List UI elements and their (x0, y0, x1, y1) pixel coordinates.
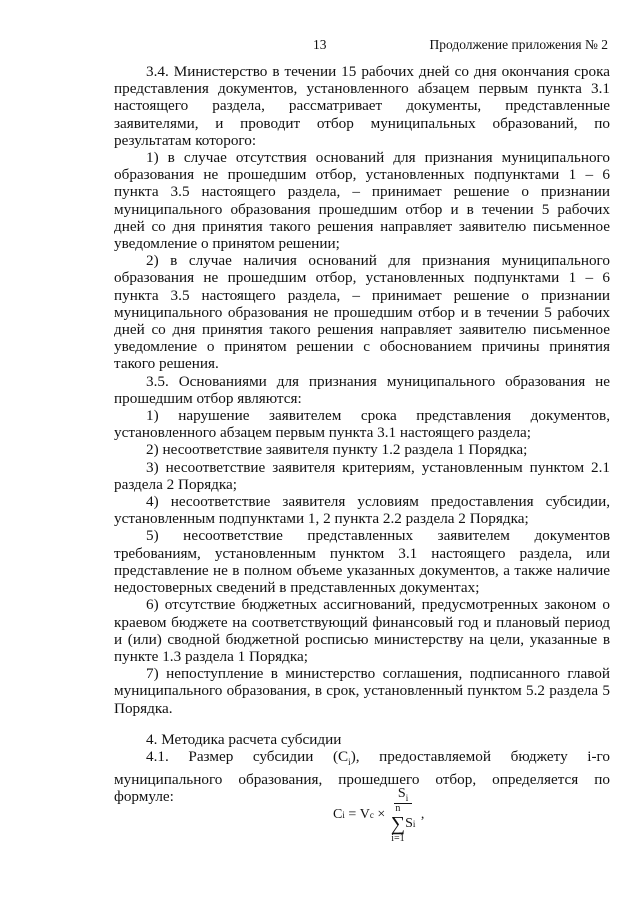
denominator-sub: i (412, 818, 416, 829)
denominator-s: S (405, 815, 413, 831)
document-body (114, 63, 610, 806)
formula-v: V (359, 806, 370, 822)
page-number: 13 (313, 37, 327, 52)
subsidy-formula (333, 786, 424, 844)
sum-lower-limit: i=1 (391, 832, 405, 844)
sum-operator (391, 804, 405, 844)
paragraph: 2) в случае наличия оснований для признания муниципального образования не прошедшим отбор, установленных подпунктами 1 – 6 пункта 3.5 настоящего раздела, – принимает решение о признании муниципального образования не прошедшим отбор и в течении 5 рабочих дней со дня принятия такого решения направляет заявителю письменное уведомление о принятом решении с обоснованием причины принятия такого решения. (114, 252, 610, 373)
paragraph: 5) несоответствие представленных заявителем документов требованиям, установленным пунктом 3.1 настоящего раздела, или представление не в полном объеме указанных документов, а также наличие недостоверных сведений в представленных документах; (114, 527, 610, 597)
paragraph: 7) непоступление в министерство соглашения, подписанного главой муниципального образования, в срок, установленный пунктом 5.2 раздела 5 Порядка. (114, 665, 610, 717)
formula-times: × (373, 806, 389, 822)
appendix-continuation: Продолжение приложения № 2 (429, 37, 608, 52)
p41-before: 4.1. Размер субсидии (С (146, 747, 349, 765)
paragraph: 3) несоответствие заявителя критериям, установленным пунктом 2.1 раздела 2 Порядка; (114, 458, 610, 493)
section-heading: 4. Методика расчета субсидии (146, 730, 342, 748)
formula-denominator (391, 804, 416, 844)
paragraph: 4) несоответствие заявителя условиям предоставления субсидии, установленным подпунктами 1, 2 пункта 2.2 раздела 2 Порядка; (114, 493, 610, 528)
formula-v-sub: c (369, 809, 374, 820)
paragraph: 2) несоответствие заявителя пункту 1.2 раздела 1 Порядка; (146, 441, 528, 459)
p41-after: ), предоставляемой бюджету i-го муниципального образования, прошедшего отбор, определяется по формуле: (114, 747, 610, 806)
formula-lhs-sub: i (342, 809, 345, 820)
formula-eq: = (344, 806, 360, 822)
formula-numerator (394, 786, 412, 804)
sigma-symbol: ∑ (390, 812, 406, 835)
paragraph: 1) в случае отсутствия оснований для признания муниципального образования не прошедшим отбор, установленных подпунктами 1 – 6 пункта 3.5 настоящего раздела, – принимает решение о признании муниципального образования прошедшим отбор и в течении 5 рабочих дней со дня принятия такого решения направляет заявителю письменное уведомление о принятом решении; (114, 149, 610, 253)
numerator-s: S (397, 786, 406, 801)
paragraph: 1) нарушение заявителем срока представления документов, установленного абзацем первым пункта 3.1 настоящего раздела; (114, 407, 610, 442)
formula-fraction (391, 786, 416, 844)
formula-lhs: C (333, 806, 343, 822)
paragraph: 3.5. Основаниями для признания муниципального образования не прошедшим отбор являются: (114, 372, 610, 407)
paragraph: 6) отсутствие бюджетных ассигнований, предусмотренных законом о краевом бюджете на соответствующий финансовый год и плановый период и (или) сводной бюджетной росписью министерству на цели, указанные в пункте 1.3 раздела 1 Порядка; (114, 596, 610, 665)
formula-tail: , (417, 806, 425, 822)
p41-sub: i (348, 756, 351, 767)
numerator-sub: i (405, 792, 409, 803)
paragraph: 3.4. Министерство в течении 15 рабочих дней со дня окончания срока представления документов, установленного абзацем первым пункта 3.1 настоящего раздела, рассматривает документы, представленные заявителями, и проводит отбор муниципальных образований, по результатам которого: (114, 63, 610, 149)
sum-upper-limit: n (395, 802, 401, 814)
